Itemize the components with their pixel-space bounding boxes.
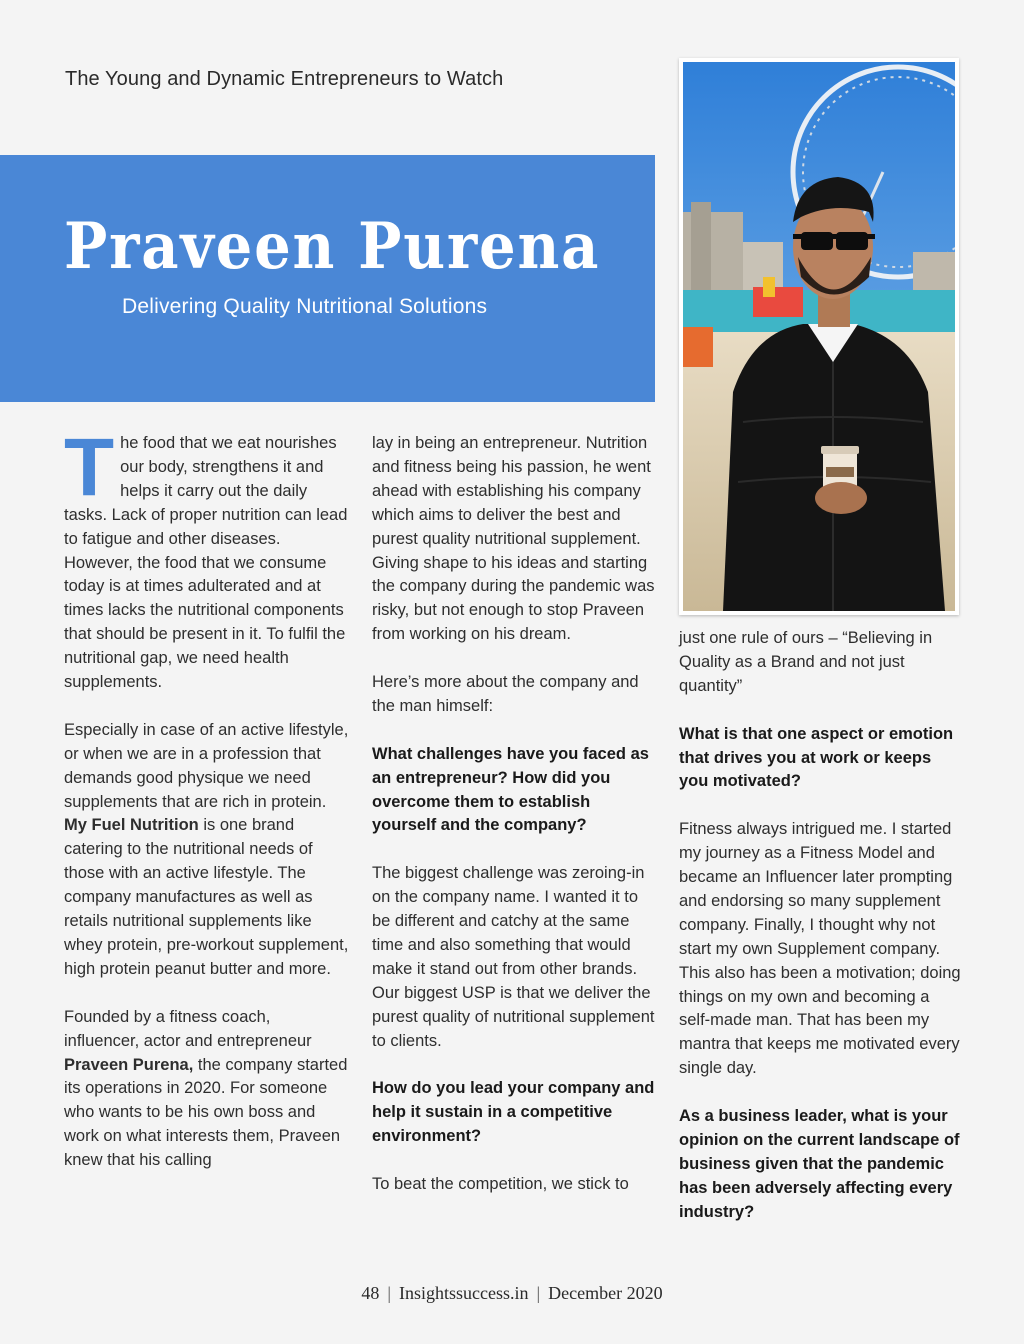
section-kicker: The Young and Dynamic Entrepreneurs to Watch [65, 68, 504, 90]
text-run: is one brand catering to the nutritional needs of those with an active lifestyle. The company manufactures as well as retails nutritional supplements like whey protein, pre-workout supplement, high protein peanut butter and more. [64, 816, 349, 978]
paragraph-founder [64, 1006, 349, 1173]
paragraph-lifestyle [64, 719, 349, 982]
article-subtitle: Delivering Quality Nutritional Solutions [122, 295, 488, 318]
portrait-photo [679, 58, 959, 615]
paragraph-intro-text: he food that we eat nourishes our body, strengthens it and helps it carry out the daily tasks. Lack of proper nutrition can lead to fatigue and other diseases. However, the food that we consume today is at times adulterated and at times lacks the nutritional components that should be present in it. To fulfil the nutritional gap, we need health supplements. [64, 434, 348, 692]
question-leadership: How do you lead your company and help it sustain in a competitive environment? [372, 1079, 655, 1146]
website-name: Insightssuccess.in [399, 1283, 529, 1303]
page-number: 48 [361, 1283, 380, 1303]
page-footer [0, 1283, 1024, 1304]
paragraph-quality-rule: just one rule of ours – “Believing in Quality as a Brand and not just quantity” [679, 629, 933, 695]
question-landscape: As a business leader, what is your opinion on the current landscape of business given that the pandemic has been adversely affecting every industry? [679, 1107, 960, 1221]
paragraph-intro [64, 422, 349, 695]
footer-separator: | [536, 1283, 541, 1303]
answer-leadership: To beat the competition, we stick to [372, 1175, 629, 1194]
title-banner [0, 155, 655, 402]
portrait-illustration [683, 62, 955, 611]
founder-name: Praveen Purena, [64, 1055, 194, 1074]
text-run: the company started its operations in 2020. For someone who wants to be his own boss and work on what interests them, Praveen knew that his calling [64, 1055, 348, 1170]
drop-cap: T [64, 422, 115, 513]
article-title: Praveen Purena [64, 209, 601, 284]
article-column-3 [679, 627, 964, 1249]
text-run: Founded by a fitness coach, influencer, actor and entrepreneur [64, 1007, 312, 1050]
issue-date: December 2020 [548, 1283, 663, 1303]
brand-name: My Fuel Nutrition [64, 816, 199, 835]
question-motivation: What is that one aspect or emotion that drives you at work or keeps you motivated? [679, 724, 954, 791]
question-challenges: What challenges have you faced as an entrepreneur? How did you overcome them to establish yourself and the company? [372, 744, 649, 835]
answer-motivation: Fitness always intrigued me. I started my journey as a Fitness Model and became an Influencer later prompting and endorsing so many supplement company. Finally, I thought why not start my own Supplement company. This also has been a motivation; doing things on my own and becoming a self-made man. That has been my mantra that keeps me motivated every single day. [679, 820, 961, 1078]
article-column-1 [64, 422, 349, 1197]
text-run: Especially in case of an active lifestyle, or when we are in a profession that demands good physique we need supplements that are rich in protein. [64, 720, 349, 811]
footer-separator: | [387, 1283, 392, 1303]
article-column-2 [372, 432, 657, 1221]
paragraph-calling: lay in being an entrepreneur. Nutrition and fitness being his passion, he went ahead with establishing his company which aims to deliver the best and purest quality nutritional supplement. Giving shape to his ideas and starting the company during the pandemic was risky, but not enough to stop Praveen from working on his dream. [372, 434, 655, 644]
answer-challenges: The biggest challenge was zeroing-in on the company name. I wanted it to be different and catchy at the same time and also something that would make it stand out from other brands. Our biggest USP is that we deliver the purest quality of nutritional supplement to clients. [372, 864, 655, 1050]
paragraph-more: Here’s more about the company and the man himself: [372, 673, 639, 715]
